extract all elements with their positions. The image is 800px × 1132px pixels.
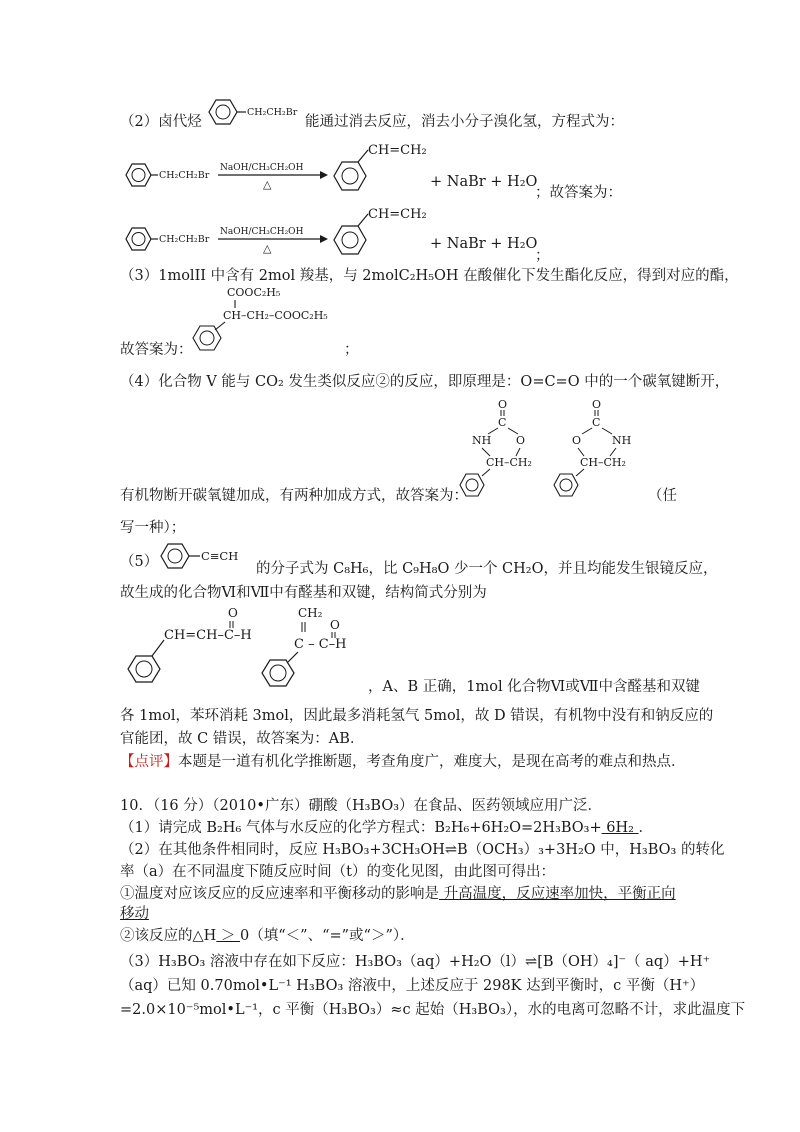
q10-p2-item2-prefix: ②该反应的△H [120, 928, 217, 944]
eq1-condition: NaOH/CH₃CH₂OH [220, 163, 304, 173]
q4-line1: （4）化合物 V 能与 CO₂ 发生类似反应②的反应，即原理是：O=C=O 中的一个碳氧键断开， [120, 374, 730, 390]
q2-inline-label: CH₂CH₂Br [247, 107, 298, 118]
q10-p3-line1: （3）H₃BO₃ 溶液中存在如下反应：H₃BO₃（aq）+H₂O（l）⇌[B（OH）₄]⁻（ aq）+H⁺ [120, 954, 711, 970]
q10-p2-line2: 率（a）在不同温度下随反应时间（t）的变化见图，由此图可得出： [120, 864, 555, 880]
q10-p2-item1 [120, 884, 676, 904]
q10-p2-item1-answer2: 移动 [120, 906, 149, 922]
q2-intro-suffix: 能通过消去反应，消去小分子溴化氢，方程式为： [305, 114, 624, 130]
q2-prefix: （2）卤代烃 [120, 114, 202, 130]
q4-line2: 有机物断开碳氧键加成，有两种加成方式，故答案为： [120, 488, 468, 504]
svg-text:O: O [498, 398, 508, 411]
q10-p2-item2 [120, 926, 415, 946]
eq2-reactant-label: CH₂CH₂Br [159, 234, 210, 245]
q5-line4: 各 1mol，苯环消耗 3mol，因此最多消耗氢气 5mol，故 D 错误，有机物中没有和钠反应的 [120, 708, 714, 724]
svg-text:O: O [592, 398, 602, 411]
eq1-answer-note: ；故答案为： [535, 185, 622, 201]
svg-text:NH: NH [612, 434, 632, 447]
q5-compound7-mid: C – C–H [294, 637, 347, 652]
svg-text:CH–CH₂: CH–CH₂ [580, 456, 626, 469]
q5-compound7-top: CH₂ [298, 606, 323, 620]
q5-prefix: （5） [120, 554, 159, 570]
eq1-product-group: CH=CH₂ [368, 143, 427, 158]
q5-compounds [122, 602, 392, 692]
eq2-condition: NaOH/CH₃CH₂OH [220, 227, 304, 237]
svg-text:C: C [592, 416, 601, 429]
q3-ester-chain: CH–CH₂–COOC₂H₅ [223, 309, 328, 322]
eq2-byproducts: + NaBr + H₂O [430, 236, 538, 252]
q5-compound6-o: O [228, 606, 238, 620]
eq1-heat: △ [263, 178, 272, 191]
q10-p3-line2: （aq）已知 0.70mol•L⁻¹ H₃BO₃ 溶液中，上述反应于 298K 达到平衡时，c 平衡（H⁺） [120, 978, 705, 994]
eq2-heat: △ [263, 242, 272, 255]
svg-text:O: O [572, 434, 582, 447]
q3-line1: （3）1molII 中含有 2mol 羧基，与 2molC₂H₅OH 在酸催化下发生酯化反应，得到对应的酯， [120, 268, 739, 284]
q10-header: 10．（16 分）（2010•广东）硼酸（H₃BO₃）在食品、医药领域应用广泛． [120, 798, 603, 814]
svg-text:O: O [516, 434, 526, 447]
review [120, 752, 686, 772]
q5-line3: ，A、B 正确，1mol 化合物Ⅵ或Ⅶ中含醛基和双键 [368, 679, 700, 695]
q5-compound6: CH=CH–C–H [164, 628, 252, 643]
q2-inline-structure [200, 96, 310, 132]
q5-phenylacetylene [156, 538, 260, 574]
svg-text:C: C [498, 416, 507, 429]
q10-p1-prefix: （1）请完成 B₂H₆ 气体与水反应的化学方程式：B₂H₆+6H₂O=2H₃BO₃+ [120, 820, 602, 836]
q2-intro [120, 112, 202, 132]
q10-p2-line1: （2）在其他条件相同时，反应 H₃BO₃+3CH₃OH⇌B（OCH₃）₃+3H₂O 中，H₃BO₃ 的转化 [120, 842, 725, 858]
q10-p2-item2-answer: ＞ [216, 928, 241, 944]
q10-p3-line3: =2.0×10⁻⁵mol•L⁻¹，c 平衡（H₃BO₃）≈c 起始（H₃BO₃），水的电离可忽略不计，求此温度下 [120, 1002, 746, 1018]
review-text: 本题是一道有机化学推断题，考查角度广，难度大，是现在高考的难点和热点． [178, 754, 686, 770]
q4-cyclic-carbamate-1 [458, 396, 558, 500]
q10-p2-item1-answer: 升高温度，反应速率加快，平衡正向 [439, 886, 676, 902]
q5-alkyne-label: C≡CH [201, 549, 239, 563]
q10-p2-item1-prefix: ①温度对应该反应的反应速率和平衡移动的影响是 [120, 886, 439, 902]
q5-line2: 故生成的化合物Ⅵ和Ⅶ中有醛基和双键，结构简式分别为 [120, 585, 487, 601]
svg-text:CH–CH₂: CH–CH₂ [486, 456, 532, 469]
q4-line3: 写一种）； [120, 520, 186, 536]
eq1-byproducts: + NaBr + H₂O [430, 174, 538, 190]
eq2-end: ； [535, 248, 550, 264]
eq1-reactant-label: CH₂CH₂Br [159, 170, 210, 181]
q3-ester-top: COOC₂H₅ [227, 286, 281, 299]
q5-compound7-o: O [330, 618, 340, 632]
q10-p2-item2-suffix: 0（填“＜”、“=”或“＞”）． [240, 928, 415, 944]
svg-text:NH: NH [472, 434, 492, 447]
review-tag: 【点评】 [120, 754, 178, 770]
q4-cyclic-carbamate-2 [552, 396, 652, 500]
eq2-product-group: CH=CH₂ [368, 207, 427, 222]
q10-p1 [120, 818, 653, 838]
q3-answer: 故答案为： [120, 342, 193, 358]
q10-p1-answer: 6H₂ [601, 820, 639, 836]
q3-end: ； [344, 342, 359, 358]
q4-any-open: （任 [648, 488, 677, 504]
q5-line5: 官能团，故 C 错误，故答案为：AB． [120, 731, 365, 747]
q5-line1: 的分子式为 C₈H₆，比 C₉H₈O 少一个 CH₂O，并且均能发生银镜反应， [256, 561, 718, 577]
q10-p1-end: ． [638, 820, 654, 836]
